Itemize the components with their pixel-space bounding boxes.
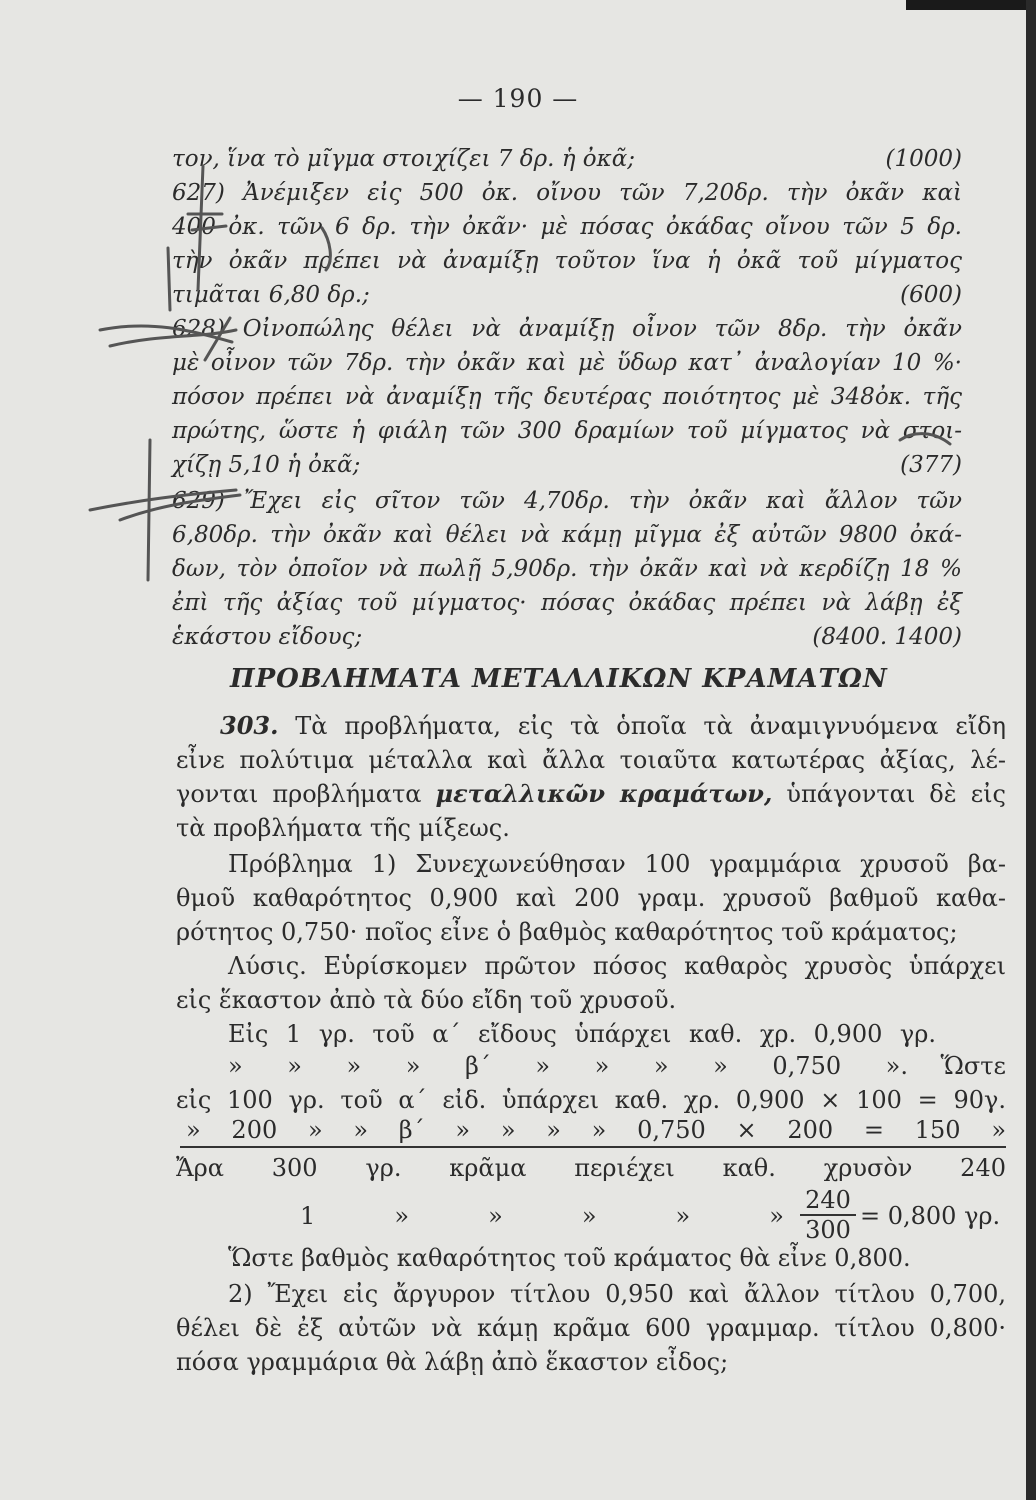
paragraph-line: θέλει δὲ ἐξ αὐτῶν νὰ κάμῃ κρᾶμα 600 γραμμαρ. τίτλου 0,800· — [176, 1314, 1006, 1342]
paragraph-line: Πρόβλημα 1) Συνεχωνεύθησαν 100 γραμμάρια χρυσοῦ βα- — [228, 850, 1006, 878]
fraction-denominator: 300 — [805, 1216, 851, 1244]
exercise-answer: (8400. 1400) — [812, 624, 962, 650]
exercise-line — [172, 280, 962, 310]
exercise-line: πρώτης, ὥστε ἡ φιάλη τῶν 300 δραμίων τοῦ μίγματος νὰ στοι- — [172, 418, 962, 444]
calc-line — [228, 1050, 1006, 1082]
paragraph-line — [176, 710, 1006, 742]
exercise-text: ἑκάστου εἴδους; — [172, 624, 363, 650]
paragraph-line: πόσα γραμμάρια θὰ λάβῃ ἀπὸ ἕκαστον εἶδος; — [176, 1348, 729, 1376]
calc-line: 1 » » » » » — [300, 1202, 784, 1230]
exercise-text: τιμᾶται 6,80 δρ.; — [172, 282, 370, 308]
paragraph-text: ὑπάγονται δὲ εἰς — [772, 780, 1006, 808]
page-number: — 190 — — [457, 84, 579, 113]
fraction-numerator: 240 — [800, 1186, 856, 1216]
exercise-line — [172, 622, 962, 652]
sum-rule — [180, 1146, 1006, 1148]
paragraph-line: τὰ προβλήματα τῆς μίξεως. — [176, 814, 510, 842]
exercise-line: δων, τὸν ὁποῖον νὰ πωλῇ 5,90δρ. τὴν ὀκᾶν καὶ νὰ κερδίζῃ 18 % — [172, 556, 962, 582]
paragraph-line: Ὥστε βαθμὸς καθαρότητος τοῦ κράματος θὰ εἶνε 0,800. — [228, 1244, 911, 1272]
section-heading: ΠΡΟΒΛΗΜΑΤΑ ΜΕΤΑΛΛΙΚΩΝ ΚΡΑΜΑΤΩΝ — [230, 664, 888, 694]
exercise-line: πόσον πρέπει νὰ ἀναμίξῃ τῆς δευτέρας ποιότητος μὲ 348ὀκ. τῆς — [172, 384, 962, 410]
calc-line: εἰς 100 γρ. τοῦ α´ εἰδ. ὑπάρχει καθ. χρ. 0,900 × 100 = 90γ. — [176, 1086, 1006, 1114]
exercise-line: τὴν ὀκᾶν πρέπει νὰ ἀναμίξῃ τοῦτον ἵνα ἡ ὀκᾶ τοῦ μίγματος — [172, 248, 962, 274]
exercise-line: 400 ὀκ. τῶν 6 δρ. τὴν ὀκᾶν· μὲ πόσας ὀκάδας οἴνου τῶν 5 δρ. — [172, 214, 962, 240]
paragraph-line: ρότητος 0,750· ποῖος εἶνε ὁ βαθμὸς καθαρότητος τοῦ κράματος; — [176, 918, 958, 946]
exercise-answer: (377) — [900, 452, 962, 478]
calc-line: Εἰς 1 γρ. τοῦ α´ εἴδους ὑπάρχει καθ. χρ. 0,900 γρ. — [228, 1020, 936, 1048]
exercise-answer: (1000) — [885, 146, 962, 172]
calc-line: Ἄρα 300 γρ. κρᾶμα περιέχει καθ. χρυσὸν 240 — [176, 1154, 1006, 1182]
paragraph-line — [176, 778, 1006, 810]
exercise-line: 6,80δρ. τὴν ὀκᾶν καὶ θέλει νὰ κάμῃ μῖγμα ἐξ αὐτῶν 9800 ὀκά- — [172, 522, 962, 548]
exercise-line: 629) Ἔχει εἰς σῖτον τῶν 4,70δρ. τὴν ὀκᾶν καὶ ἄλλον τῶν — [172, 488, 962, 514]
paragraph-line: Λύσις. Εὑρίσκομεν πρῶτον πόσος καθαρὸς χρυσὸς ὑπάρχει — [228, 952, 1006, 980]
paragraph-line: εἰς ἕκαστον ἀπὸ τὰ δύο εἴδη τοῦ χρυσοῦ. — [176, 986, 677, 1014]
exercise-line: 628) Οἰνοπώλης θέλει νὰ ἀναμίξῃ οἶνον τῶν 8δρ. τὴν ὀκᾶν — [172, 316, 962, 342]
fraction-result: = 0,800 γρ. — [860, 1202, 1001, 1230]
exercise-answer: (600) — [900, 282, 962, 308]
exercise-line: ἐπὶ τῆς ἀξίας τοῦ μίγματος· πόσας ὀκάδας πρέπει νὰ λάβῃ ἐξ — [172, 590, 962, 616]
paragraph-text: Τὰ προβλήματα, εἰς τὰ ὁποῖα τὰ ἀναμιγνυόμενα εἴδη — [295, 712, 1006, 740]
exercise-text: χίζῃ 5,10 ἡ ὀκᾶ; — [172, 452, 361, 478]
emphasis-term: μεταλλικῶν κραμάτων, — [435, 779, 773, 808]
exercise-line: μὲ οἶνον τῶν 7δρ. τὴν ὀκᾶν καὶ μὲ ὕδωρ κατ᾿ ἀναλογίαν 10 %· — [172, 350, 962, 376]
calc-text: Ὥστε — [940, 1052, 1006, 1080]
paragraph-line: 2) Ἔχει εἰς ἄργυρον τίτλου 0,950 καὶ ἄλλον τίτλου 0,700, — [228, 1280, 1006, 1308]
scan-edge — [906, 0, 1026, 10]
exercise-text: τον, ἵνα τὸ μῖγμα στοιχίζει 7 δρ. ἡ ὀκᾶ; — [172, 146, 636, 172]
calc-line: » 200 » » β´ » » » » 0,750 × 200 = 150 » — [186, 1116, 1006, 1144]
exercise-line: 627) Ἀνέμιξεν εἰς 500 ὀκ. οἴνου τῶν 7,20δρ. τὴν ὀκᾶν καὶ — [172, 180, 962, 206]
exercise-line — [172, 450, 962, 480]
fraction — [800, 1186, 856, 1244]
exercise-line — [172, 144, 962, 174]
paragraph-text: γονται προβλήματα — [176, 780, 436, 808]
calc-text: » » » » β´ » » » » 0,750 ». — [228, 1052, 908, 1080]
paragraph-line: θμοῦ καθαρότητος 0,900 καὶ 200 γραμ. χρυσοῦ βαθμοῦ καθα- — [176, 884, 1006, 912]
paragraph-line: εἶνε πολύτιμα μέταλλα καὶ ἄλλα τοιαῦτα κατωτέρας ἀξίας, λέ- — [176, 746, 1006, 774]
paragraph-number: 303. — [220, 711, 279, 740]
